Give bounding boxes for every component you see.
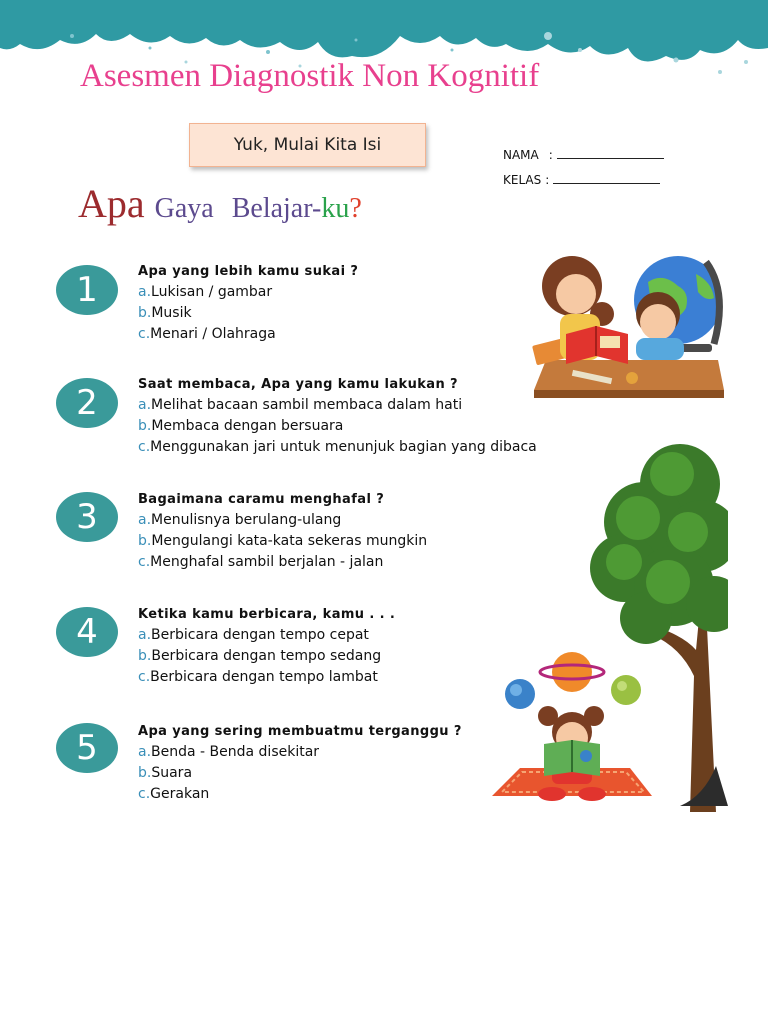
heading-word-gaya: Gaya — [154, 193, 214, 224]
question-text: Apa yang lebih kamu sukai ? — [138, 264, 359, 279]
answer-option[interactable] — [138, 625, 568, 646]
option-text: Menari / Olahraga — [150, 326, 276, 342]
option-letter: b. — [138, 765, 152, 781]
answer-option[interactable] — [138, 437, 568, 458]
class-field[interactable]: KELAS : — [503, 172, 660, 187]
answer-option[interactable] — [138, 324, 568, 345]
section-heading — [78, 181, 362, 226]
option-text: Menggunakan jari untuk menunjuk bagian yang dibaca — [150, 439, 537, 455]
start-banner-label: Yuk, Mulai Kita Isi — [233, 135, 382, 155]
question-block — [138, 264, 568, 345]
answer-option[interactable] — [138, 416, 568, 437]
question-number-badge: 3 — [56, 492, 118, 542]
answer-option[interactable] — [138, 395, 568, 416]
question-number-badge: 4 — [56, 607, 118, 657]
heading-word-ku: ku — [321, 193, 350, 224]
option-text: Berbicara dengan tempo sedang — [151, 648, 382, 664]
option-text: Suara — [151, 765, 193, 781]
kids-studying-illustration — [528, 252, 728, 402]
class-label: KELAS — [503, 173, 542, 187]
option-text: Gerakan — [150, 786, 210, 802]
option-text: Musik — [151, 305, 192, 321]
question-text: Apa yang sering membuatmu terganggu ? — [138, 724, 462, 739]
question-number-badge: 1 — [56, 265, 118, 315]
question-text: Saat membaca, Apa yang kamu lakukan ? — [138, 377, 458, 392]
option-text: Benda - Benda disekitar — [151, 744, 320, 760]
answer-option[interactable] — [138, 510, 568, 531]
option-text: Berbicara dengan tempo cepat — [151, 627, 369, 643]
heading-word-belajar: Belajar- — [231, 193, 322, 224]
question-number-badge: 5 — [56, 723, 118, 773]
question-number-badge: 2 — [56, 378, 118, 428]
class-blank-line[interactable] — [553, 172, 660, 184]
question-block — [138, 492, 568, 573]
option-letter: b. — [138, 533, 152, 549]
answer-option[interactable] — [138, 282, 568, 303]
option-letter: c. — [138, 554, 151, 570]
option-letter: c. — [138, 439, 151, 455]
question-text: Bagaimana caramu menghafal ? — [138, 492, 385, 507]
option-letter: c. — [138, 786, 151, 802]
option-text: Menulisnya berulang-ulang — [151, 512, 342, 528]
option-letter: b. — [138, 418, 152, 434]
option-text: Membaca dengan bersuara — [151, 418, 344, 434]
start-banner — [189, 123, 426, 167]
name-blank-line[interactable] — [557, 147, 664, 159]
option-letter: a. — [138, 744, 152, 760]
option-text: Melihat bacaan sambil membaca dalam hati — [151, 397, 463, 413]
option-letter: b. — [138, 305, 152, 321]
heading-word-apa: Apa — [78, 181, 145, 226]
option-text: Mengulangi kata-kata sekeras mungkin — [151, 533, 428, 549]
option-letter: c. — [138, 669, 151, 685]
answer-option[interactable] — [138, 531, 568, 552]
answer-option[interactable] — [138, 303, 568, 324]
question-block — [138, 377, 568, 458]
option-letter: a. — [138, 284, 152, 300]
option-text: Lukisan / gambar — [151, 284, 273, 300]
answer-option[interactable] — [138, 552, 568, 573]
name-label: NAMA — [503, 148, 539, 162]
option-text: Berbicara dengan tempo lambat — [150, 669, 378, 685]
name-field[interactable]: NAMA : — [503, 147, 664, 162]
heading-question-mark: ? — [349, 193, 362, 224]
option-letter: b. — [138, 648, 152, 664]
option-letter: a. — [138, 397, 152, 413]
page-title: Asesmen Diagnostik Non Kognitif — [80, 58, 540, 94]
option-letter: a. — [138, 512, 152, 528]
question-text: Ketika kamu berbicara, kamu . . . — [138, 607, 396, 622]
option-letter: a. — [138, 627, 152, 643]
girl-reading-illustration — [490, 700, 656, 808]
option-text: Menghafal sambil berjalan - jalan — [150, 554, 384, 570]
option-letter: c. — [138, 326, 151, 342]
